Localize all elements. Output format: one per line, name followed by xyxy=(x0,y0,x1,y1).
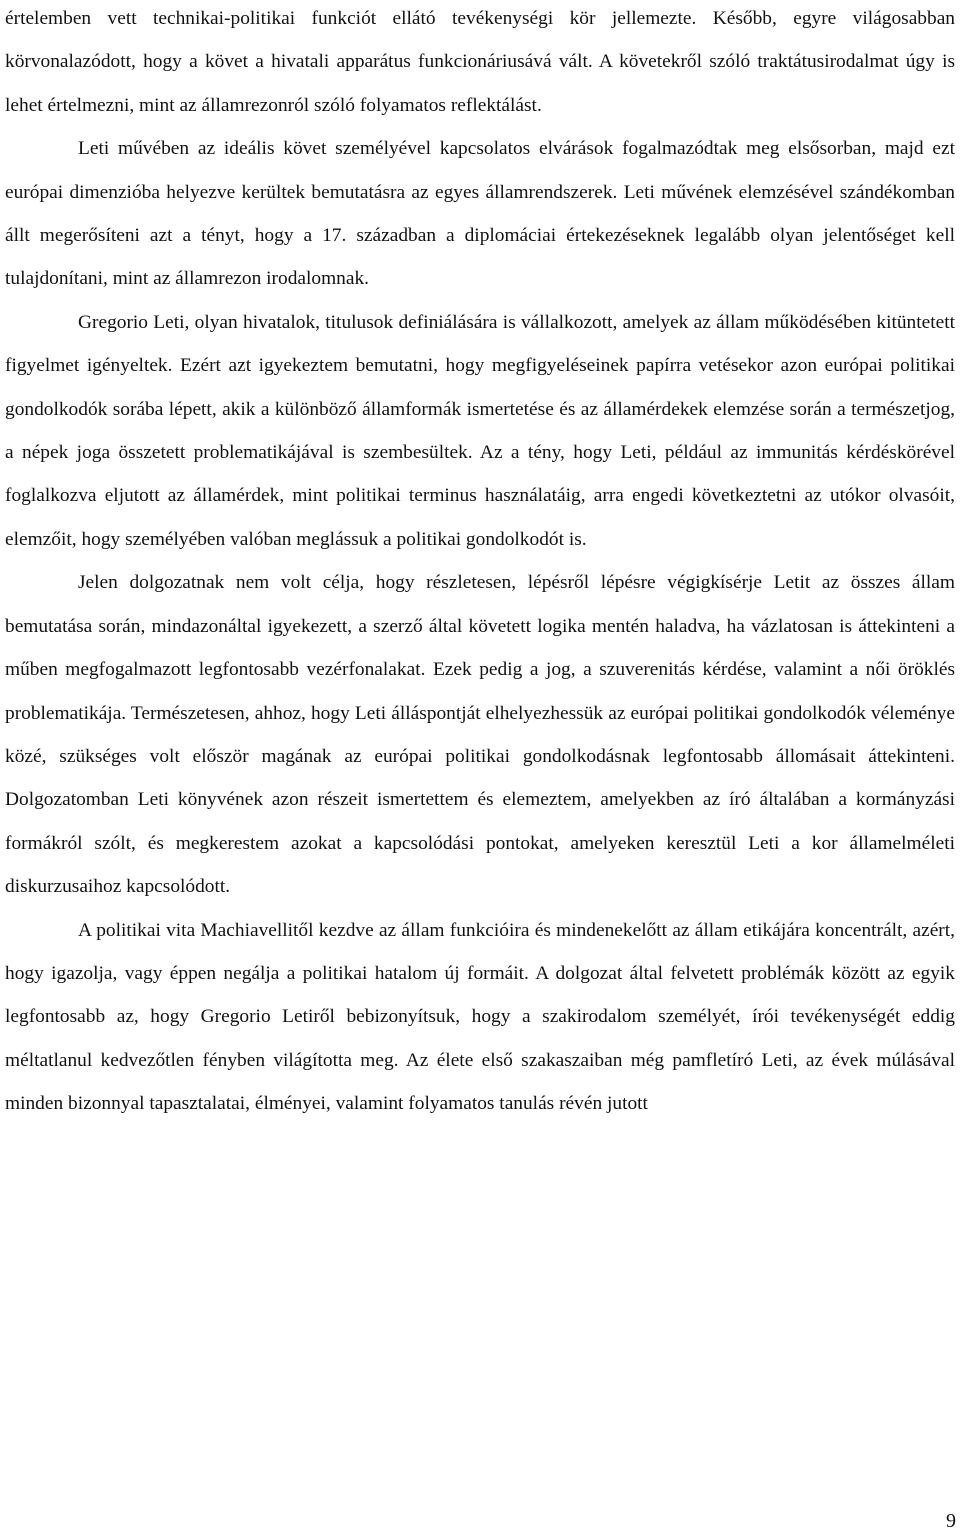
paragraph-2: Leti művében az ideális követ személyével kapcsolatos elvárások fogalmazódtak meg elsősorban, majd ezt európai dimenzióba helyezve kerültek bemutatásra az egyes államrendszerek. Leti művének elemzésével szándékomban állt megerősíteni azt a tényt, hogy a 17. században a diplomáciai értekezéseknek legalább olyan jelentőséget kell tulajdonítani, mint az államrezon irodalomnak. xyxy=(5,138,955,290)
paragraph-1: értelemben vett technikai-politikai funkciót ellátó tevékenységi kör jellemezte. Később, egyre világosabban körvonalazódott, hogy a követ a hivatali apparátus funkcionáriusává vált. A követekről szóló traktátusirodalmat úgy is lehet értelmezni, mint az államrezonról szóló folyamatos reflektálást. xyxy=(5,8,955,116)
paragraph-5: A politikai vita Machiavellitől kezdve az állam funkcióira és mindenekelőtt az állam etikájára koncentrált, azért, hogy igazolja, vagy éppen negálja a politikai hatalom új formáit. A dolgozat által felvetett problémák között az egyik legfontosabb az, hogy Gregorio Letiről bebizonyítsuk, hogy a szakirodalom személyét, írói tevékenységét eddig méltatlanul kedvezőtlen fényben világította meg. Az élete első szakaszaiban még pamfletíró Leti, az évek múlásával minden bizonnyal tapasztalatai, élményei, valamint folyamatos tanulás révén jutott xyxy=(5,919,955,1115)
paragraph-3: Gregorio Leti, olyan hivatalok, titulusok definiálására is vállalkozott, amelyek az állam működésében kitüntetett figyelmet igényeltek. Ezért azt igyekeztem bemutatni, hogy megfigyeléseinek papírra vetésekor azon európai politikai gondolkodók sorába lépett, akik a különböző államformák ismertetése és az államérdekek elemzése során a természetjog, a népek joga összetett problematikájával is szembesültek. Az a tény, hogy Leti, például az immunitás kérdéskörével foglalkozva eljutott az államérdek, mint politikai terminus használatáig, arra engedi következtetni az utókor olvasóit, elemzőit, hogy személyében valóban meglássuk a politikai gondolkodót is. xyxy=(5,311,955,550)
paragraph-4: Jelen dolgozatnak nem volt célja, hogy részletesen, lépésről lépésre végigkísérje Letit az összes állam bemutatása során, mindazonáltal igyekezett, a szerző által követett logika mentén haladva, ha vázlatosan is áttekinteni a műben megfogalmazott legfontosabb vezérfonalakat. Ezek pedig a jog, a szuverenitás kérdése, valamint a női öröklés problematikája. Természetesen, ahhoz, hogy Leti álláspontját elhelyezhessük az európai politikai gondolkodók véleménye közé, szükséges volt először magának az európai politikai gondolkodásnak legfontosabb állomásait áttekinteni. Dolgozatomban Leti könyvének azon részeit ismertettem és elemeztem, amelyekben az író általában a kormányzási formákról szólt, és megkerestem azokat a kapcsolódási pontokat, amelyeken keresztül Leti a kor államelméleti diskurzusaihoz kapcsolódott. xyxy=(5,572,955,898)
page-number: 9 xyxy=(946,1510,956,1532)
body-text xyxy=(5,0,955,1126)
